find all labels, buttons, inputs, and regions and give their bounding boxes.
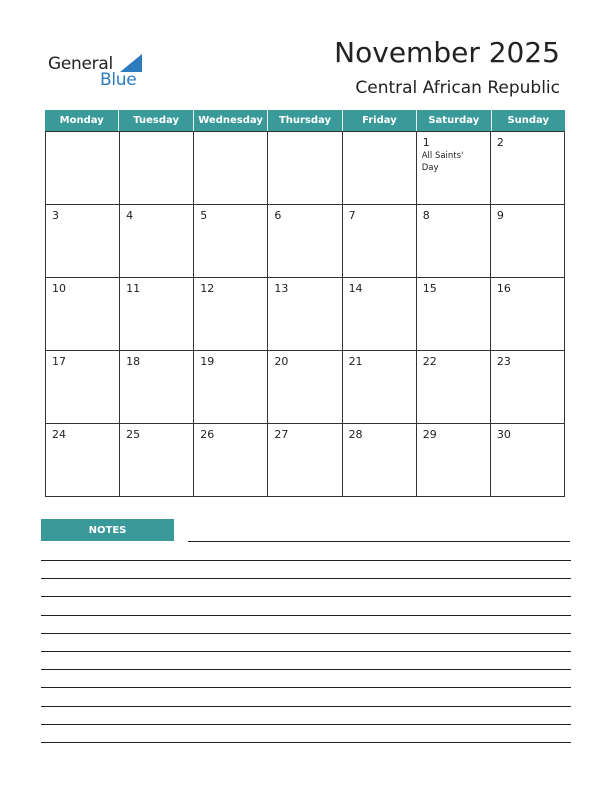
day-number: 14: [348, 282, 363, 295]
day-cell: [343, 205, 417, 278]
day-cell: [417, 351, 491, 424]
notes-line: [41, 615, 571, 616]
day-number: 3: [52, 209, 59, 222]
notes-line: [41, 633, 571, 634]
day-cell: [491, 278, 565, 351]
day-number: 27: [274, 428, 289, 441]
notes-line: [41, 742, 571, 743]
day-cell: [120, 278, 194, 351]
day-cell: [46, 205, 120, 278]
day-number: 13: [274, 282, 289, 295]
logo-blue-text: Blue: [100, 70, 137, 90]
day-number: 22: [422, 355, 437, 368]
day-number: 23: [496, 355, 511, 368]
day-cell: [120, 424, 194, 497]
day-number: 28: [348, 428, 363, 441]
day-number: 11: [126, 282, 141, 295]
notes-line: [41, 651, 571, 652]
day-cell: [46, 278, 120, 351]
day-cell: [268, 132, 342, 205]
logo-general-text: General: [48, 54, 113, 74]
day-number: 2: [496, 136, 504, 149]
day-cell: [268, 278, 342, 351]
day-cell: [491, 132, 565, 205]
calendar-grid: [45, 131, 565, 497]
day-cell: [194, 351, 268, 424]
notes-line: [41, 687, 571, 688]
day-cell: [491, 205, 565, 278]
day-number: 15: [422, 282, 437, 295]
day-number: 26: [200, 428, 215, 441]
day-number: 9: [496, 209, 504, 222]
weekday-wednesday: Wednesday: [194, 110, 268, 131]
notes-line: [41, 706, 571, 707]
day-number: 21: [348, 355, 363, 368]
weekday-saturday: Saturday: [417, 110, 491, 131]
weekday-friday: Friday: [343, 110, 417, 131]
day-cell: [343, 351, 417, 424]
weekday-tuesday: Tuesday: [119, 110, 193, 131]
day-number: 5: [200, 209, 208, 222]
weekday-monday: Monday: [45, 110, 119, 131]
day-cell: [491, 351, 565, 424]
day-number: 12: [200, 282, 215, 295]
day-number: 10: [52, 282, 66, 295]
notes-line: [188, 541, 570, 542]
day-number: 25: [126, 428, 141, 441]
holiday-label: All Saints' Day: [421, 151, 464, 173]
day-cell: [194, 205, 268, 278]
notes-line: [41, 560, 571, 561]
day-number: 19: [200, 355, 215, 368]
day-cell: [194, 278, 268, 351]
weekday-header: [45, 110, 565, 131]
day-number: 30: [496, 428, 511, 441]
day-cell: [46, 351, 120, 424]
notes-line: [41, 669, 571, 670]
month-title: November 2025: [334, 36, 560, 69]
day-cell: [120, 351, 194, 424]
logo: [48, 52, 158, 92]
day-cell: [120, 132, 194, 205]
country-subtitle: Central African Republic: [355, 78, 560, 98]
day-cell: [417, 278, 491, 351]
day-cell: [46, 132, 120, 205]
day-cell: [194, 424, 268, 497]
day-number: 17: [52, 355, 66, 368]
day-cell: [343, 132, 417, 205]
day-number: 4: [126, 209, 134, 222]
day-number: 29: [422, 428, 437, 441]
notes-line: [41, 724, 571, 725]
weekday-thursday: Thursday: [268, 110, 342, 131]
day-cell: [343, 424, 417, 497]
day-number: 20: [274, 355, 289, 368]
day-cell: [491, 424, 565, 497]
day-number: 24: [52, 428, 66, 441]
day-number: 18: [126, 355, 141, 368]
weekday-sunday: Sunday: [507, 115, 550, 126]
notes-line: [41, 596, 571, 597]
day-cell: [120, 205, 194, 278]
day-number: 8: [422, 209, 430, 222]
day-number: 1: [422, 136, 430, 149]
day-cell: [194, 132, 268, 205]
day-cell: [417, 424, 491, 497]
calendar: [45, 110, 565, 497]
day-cell: [343, 278, 417, 351]
day-cell: [417, 132, 491, 205]
day-cell: [46, 424, 120, 497]
day-number: 6: [274, 209, 282, 222]
day-number: 7: [348, 209, 356, 222]
day-cell: [268, 424, 342, 497]
notes-line: [41, 578, 571, 579]
notes-label: NOTES: [41, 519, 174, 541]
day-cell: [268, 351, 342, 424]
day-cell: [268, 205, 342, 278]
day-cell: [417, 205, 491, 278]
day-number: 16: [496, 282, 511, 295]
